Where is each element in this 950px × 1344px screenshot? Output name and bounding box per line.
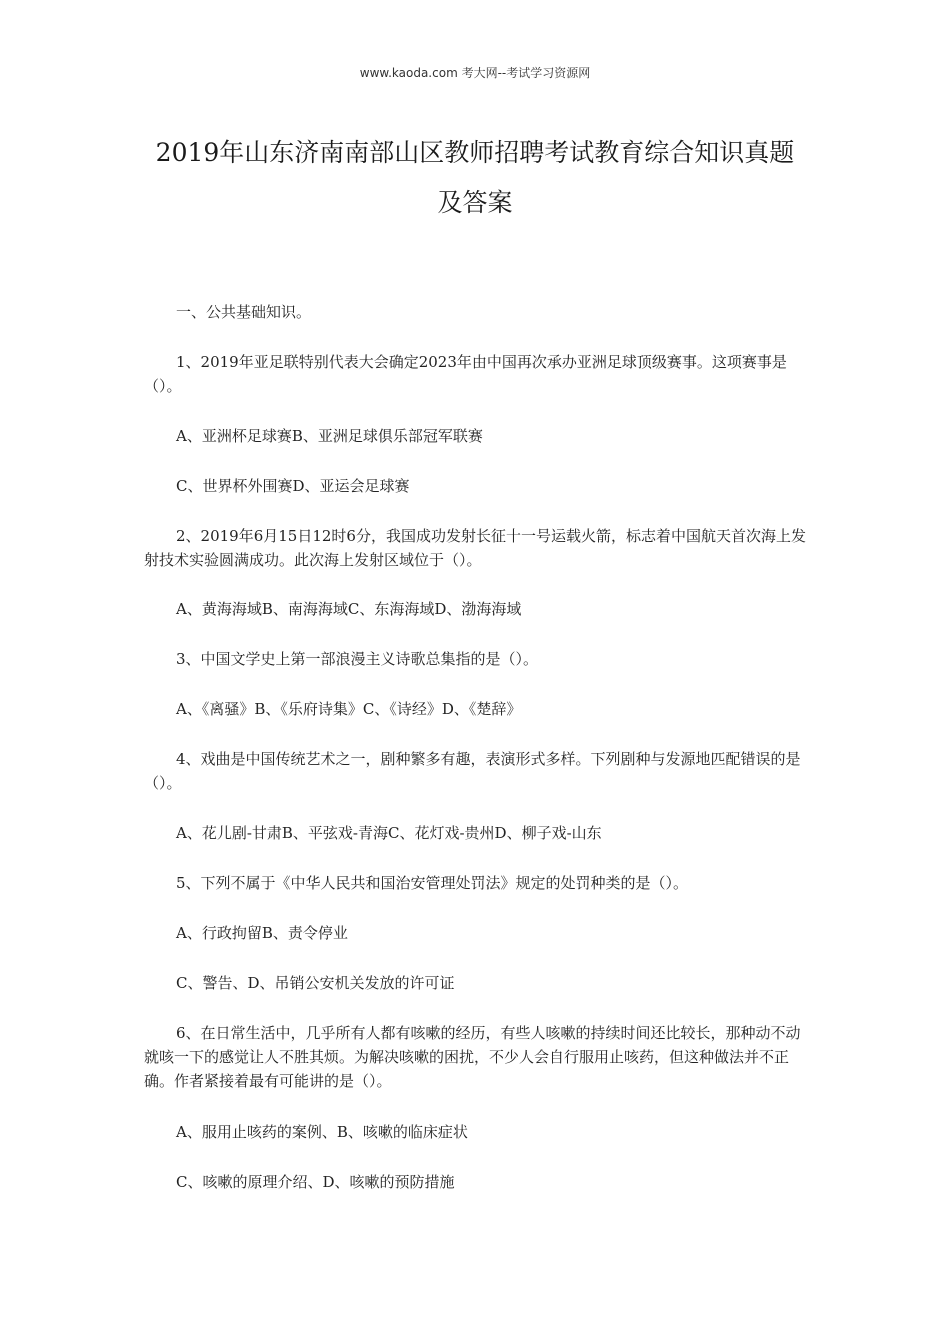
- question-2-options-line-1: A、黄海海域B、南海海域C、东海海域D、渤海海域: [176, 600, 522, 618]
- question-6-stem: 6、在日常生活中，几乎所有人都有咳嗽的经历，有些人咳嗽的持续时间还比较长，那种动不动就咳一下的感觉让人不胜其烦。为解决咳嗽的困扰，不少人会自行服用止咳药，但这种做法并不正确。作者紧接着最有可能讲的是（）。: [144, 1024, 801, 1090]
- question-5-stem: 5、下列不属于《中华人民共和国治安管理处罚法》规定的处罚种类的是（）。: [176, 874, 689, 892]
- page-title-line-2: 及答案: [437, 188, 513, 217]
- section-heading: 一、公共基础知识。: [176, 303, 312, 321]
- question-5-options-line-2: C、警告、D、吊销公安机关发放的许可证: [176, 974, 455, 992]
- question-4-stem: 4、戏曲是中国传统艺术之一，剧种繁多有趣，表演形式多样。下列剧种与发源地匹配错误的是（）。: [144, 750, 801, 792]
- question-1-options-line-1: A、亚洲杯足球赛B、亚洲足球俱乐部冠军联赛: [176, 427, 483, 445]
- question-2-stem: 2、2019年6月15日12时6分，我国成功发射长征十一号运载火箭，标志着中国航天首次海上发射技术实验圆满成功。此次海上发射区域位于（）。: [144, 527, 806, 569]
- question-4-options-line-1: A、花儿剧-甘肃B、平弦戏-青海C、花灯戏-贵州D、柳子戏-山东: [176, 824, 602, 842]
- page-title: [100, 128, 850, 228]
- question-3-options-line-1: A、《离骚》B、《乐府诗集》C、《诗经》D、《楚辞》: [176, 700, 522, 718]
- question-1-stem: 1、2019年亚足联特别代表大会确定2023年由中国再次承办亚洲足球顶级赛事。这项赛事是（）。: [144, 353, 787, 395]
- question-3-stem: 3、中国文学史上第一部浪漫主义诗歌总集指的是（）。: [176, 650, 539, 668]
- question-1-options-line-2: C、世界杯外围赛D、亚运会足球赛: [176, 477, 410, 495]
- page-title-line-1: 2019年山东济南南部山区教师招聘考试教育综合知识真题: [155, 138, 795, 167]
- question-6-options-line-2: C、咳嗽的原理介绍、D、咳嗽的预防措施: [176, 1173, 455, 1191]
- question-5-options-line-1: A、行政拘留B、责令停业: [176, 924, 348, 942]
- site-header: www.kaoda.com 考大网--考试学习资源网: [359, 66, 591, 80]
- question-6-options-line-1: A、服用止咳药的案例、B、咳嗽的临床症状: [176, 1123, 468, 1141]
